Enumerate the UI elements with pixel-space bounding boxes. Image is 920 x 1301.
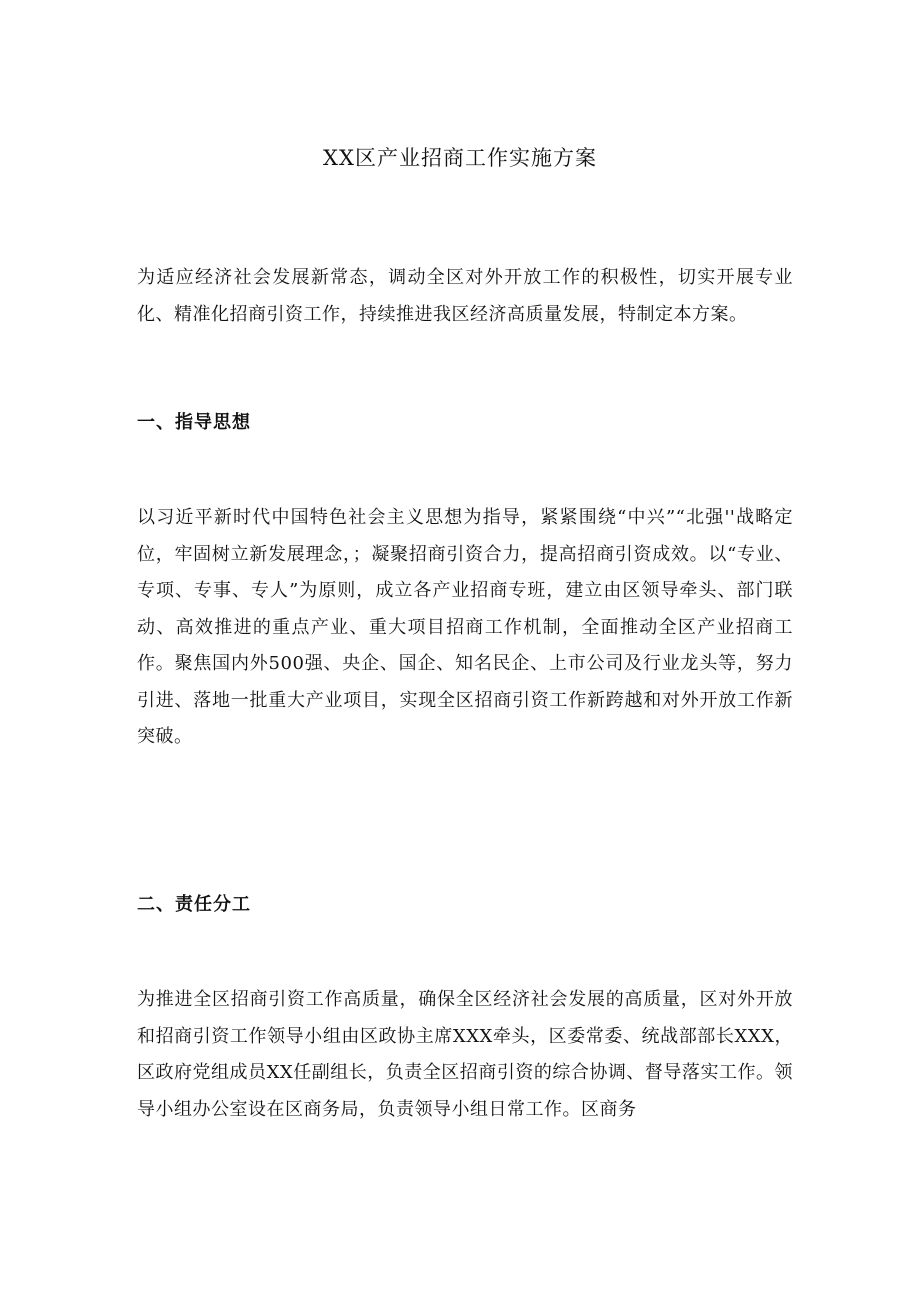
- section-heading-guiding-ideology: 一、指导思想: [137, 412, 251, 433]
- intro-paragraph: 为适应经济社会发展新常态，调动全区对外开放工作的积极性，切实开展专业化、精准化招商引资工作，持续推进我区经济高质量发展，特制定本方案。: [137, 267, 793, 325]
- section-body-guiding-ideology: 以习近平新时代中国特色社会主义思想为指导，紧紧围绕“中兴”“北强''战略定位，牢固树立新发展理念，；凝聚招商引资合力，提高招商引资成效。以“专业、专项、专事、专人”为原则，成立各产业招商专班，建立由区领导牵头、部门联动、高效推进的重点产业、重大项目招商工作机制，全面推动全区产业招商工作。聚焦国内外500强、央企、国企、知名民企、上市公司及行业龙头等，努力引进、落地一批重大产业项目，实现全区招商引资工作新跨越和对外开放工作新突破。: [137, 507, 793, 747]
- section-body-responsibility: 为推进全区招商引资工作高质量，确保全区经济社会发展的高质量，区对外开放和招商引资工作领导小组由区政协主席XXX牵头，区委常委、统战部部长XXX，区政府党组成员XX任副组长，负责全区招商引资的综合协调、督导落实工作。领导小组办公室设在区商务局，负责领导小组日常工作。区商务: [137, 989, 793, 1120]
- section-heading-responsibility: 二、责任分工: [137, 894, 251, 915]
- document-title: XX区产业招商工作实施方案: [323, 146, 597, 170]
